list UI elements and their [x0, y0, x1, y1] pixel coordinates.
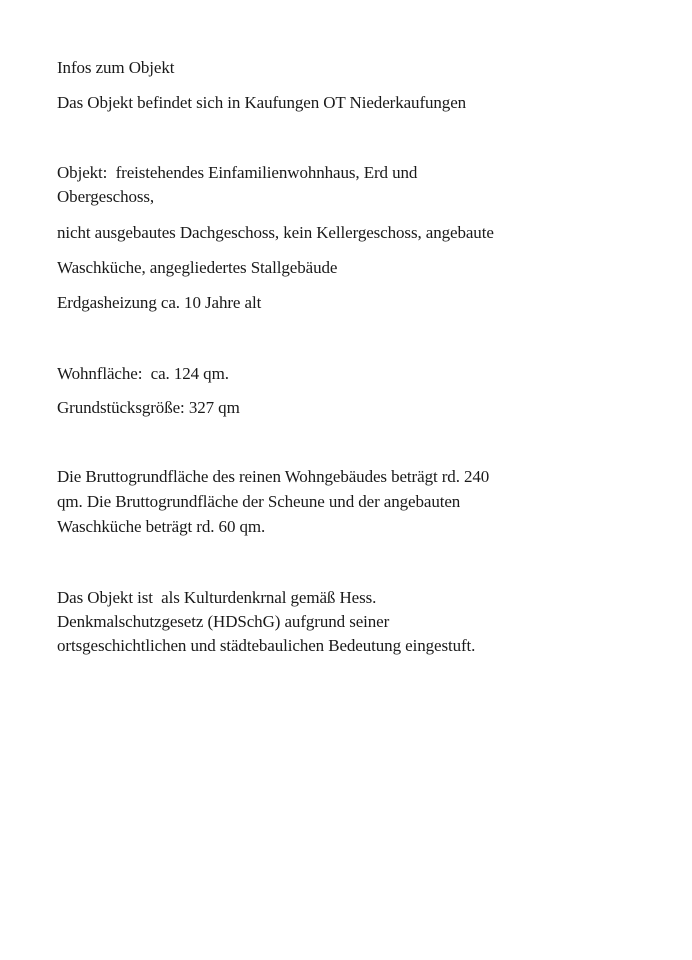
brutto-line-1: Die Bruttogrundfläche des reinen Wohngebäudes beträgt rd. 240	[57, 467, 490, 486]
brutto-line-2: qm. Die Bruttogrundfläche der Scheune und der angebauten	[57, 492, 461, 511]
objekt-line-3: nicht ausgebautes Dachgeschoss, kein Kellergeschoss, angebaute	[57, 223, 494, 242]
heizung-text: Erdgasheizung ca. 10 Jahre alt	[57, 293, 262, 312]
objekt-line-1: Objekt: freistehendes Einfamilienwohnhaus, Erd und	[57, 163, 418, 182]
objekt-line-2: Obergeschoss,	[57, 187, 155, 206]
grundstueck-text: Grundstücksgröße: 327 qm	[57, 398, 240, 417]
location-text: Das Objekt befindet sich in Kaufungen OT Niederkaufungen	[57, 93, 467, 112]
denkmal-line-1: Das Objekt ist als Kulturdenkrnal gemäß Hess.	[57, 588, 377, 607]
denkmal-line-3: ortsgeschichtlichen und städtebaulichen Bedeutung eingestuft.	[57, 636, 476, 655]
wohnflaeche-text: Wohnfläche: ca. 124 qm.	[57, 364, 229, 383]
denkmal-line-2: Denkmalschutzgesetz (HDSchG) aufgrund seiner	[57, 612, 390, 631]
objekt-line-4: Waschküche, angegliedertes Stallgebäude	[57, 258, 338, 277]
document-heading: Infos zum Objekt	[57, 58, 175, 77]
brutto-line-3: Waschküche beträgt rd. 60 qm.	[57, 517, 266, 536]
